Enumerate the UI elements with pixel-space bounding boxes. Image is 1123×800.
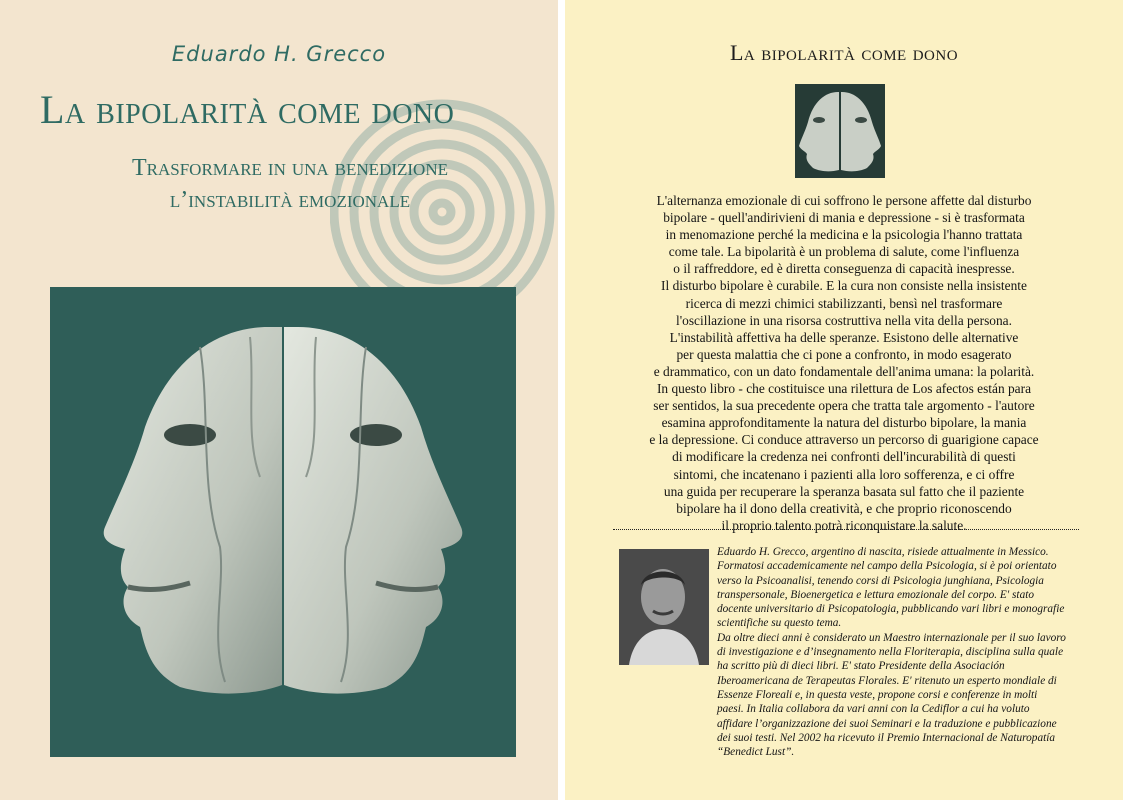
author-bio bbox=[717, 545, 1087, 759]
bio-line: Essenze Floreali e, in questa veste, propone corsi e conferenze in molti bbox=[717, 688, 1038, 701]
bio-line: transpersonale, Bioenergetica e lettura emozionale del corpo. E' stato bbox=[717, 588, 1035, 601]
author-photo bbox=[619, 549, 709, 665]
back-title: La bipolarità come dono bbox=[729, 40, 959, 65]
twin-faces-illustration bbox=[50, 287, 516, 757]
synopsis-line: bipolare - quell'andirivieni di mania e depressione - si è trasformata bbox=[663, 210, 1025, 226]
synopsis-line: L'instabilità affettiva ha delle speranze. Esistono delle alternative bbox=[669, 329, 1019, 345]
front-subtitle bbox=[70, 152, 510, 216]
bio-line: ha scritto più di dieci libri. E' stato Presidente della Asociación bbox=[717, 660, 1005, 673]
author-portrait bbox=[619, 549, 709, 665]
author-name: Eduardo H. Grecco bbox=[171, 42, 387, 66]
synopsis-line: di modificare la credenza nei confronti dell'incurabilità di questi bbox=[672, 449, 1016, 465]
bio-line: “Benedict Lust”. bbox=[717, 746, 795, 759]
synopsis-line: come tale. La bipolarità è un problema di salute, come l'influenza bbox=[668, 244, 1020, 260]
synopsis-line: e la depressione. Ci conduce attraverso un percorso di guarigione capace bbox=[649, 432, 1039, 448]
synopsis-line: sintomi, che incatenano i pazienti alla loro sofferenza, e ci offre bbox=[673, 466, 1015, 482]
bio-line: verso la Psicoanalisi, tenendo corsi di Psicologia junghiana, Psicologia bbox=[717, 574, 1044, 587]
bio-line: Da oltre dieci anni è considerato un Maestro internazionale per il suo lavoro bbox=[717, 631, 1066, 644]
front-cover bbox=[0, 0, 558, 800]
dotted-divider bbox=[613, 529, 1079, 530]
synopsis bbox=[605, 192, 1083, 534]
subtitle-line-1: Trasformare in una benedizione bbox=[132, 155, 448, 181]
synopsis-line: per questa malattia che ci pone a confronto, in modo esagerato bbox=[676, 346, 1012, 362]
cover-artwork bbox=[50, 287, 516, 757]
front-title: La bipolarità come dono bbox=[40, 87, 455, 132]
synopsis-line: il proprio talento potrà riconquistare la salute. bbox=[721, 517, 967, 533]
synopsis-line: o il raffreddore, ed è diretta conseguenza di capacità inespresse. bbox=[673, 261, 1015, 277]
bio-line: docente universitario di Psicopatologia, pubblicando vari libri e monografie bbox=[717, 603, 1065, 616]
bio-line: affidare l’organizzazione dei suoi Seminari e la traduzione e pubblicazione bbox=[717, 717, 1057, 730]
bio-line: Eduardo H. Grecco, argentino di nascita, risiede attualmente in Messico. bbox=[717, 546, 1049, 558]
subtitle-line-2: l’instabilità emozionale bbox=[169, 187, 411, 213]
bio-line: Formatosi accademicamente nel campo della Psicologia, si è poi orientato bbox=[717, 560, 1057, 573]
synopsis-line: e drammatico, con un dato fondamentale dell'anima umana: la polarità. bbox=[653, 363, 1035, 379]
synopsis-line: In questo libro - che costituisce una rilettura de Los afectos están para bbox=[656, 381, 1032, 397]
cover-thumbnail bbox=[795, 84, 885, 178]
bio-line: di investigazione e d’insegnamento nella Floriterapia, disciplina sulla quale bbox=[717, 646, 1064, 659]
back-cover bbox=[565, 0, 1123, 800]
synopsis-line: ricerca di mezzi chimici stabilizzanti, bensì nel trasformare bbox=[685, 295, 1003, 311]
synopsis-line: L'alternanza emozionale di cui soffrono le persone affette dal disturbo bbox=[656, 193, 1032, 208]
synopsis-line: esamina approfonditamente la natura del disturbo bipolare, la mania bbox=[661, 415, 1027, 431]
synopsis-line: in menomazione perché la medicina e la psicologia l'hanno trattata bbox=[665, 227, 1023, 243]
synopsis-line: bipolare ha il dono della creatività, e che proprio riconoscendo bbox=[676, 500, 1012, 516]
synopsis-line: l'oscillazione in una risorsa costruttiva nella vita della persona. bbox=[676, 312, 1012, 328]
bio-line: paesi. In Italia collabora da vari anni con la Cediflor a cui ha voluto bbox=[717, 703, 1030, 716]
synopsis-line: una guida per recuperare la speranza basata sul fatto che il paziente bbox=[663, 483, 1025, 499]
synopsis-line: ser sentidos, la sua precedente opera che tratta tale argomento - l'autore bbox=[653, 398, 1035, 414]
bio-line: scientifiche su questo tema. bbox=[717, 617, 842, 630]
twin-faces-thumbnail bbox=[795, 84, 885, 178]
synopsis-line: Il disturbo bipolare è curabile. E la cura non consiste nella insistente bbox=[661, 278, 1027, 294]
bio-line: Iberoamericana de Terapeutas Florales. E' ritenuto un esperto mondiale di bbox=[717, 674, 1057, 687]
bio-line: dei suoi testi. Nel 2002 ha ricevuto il Premio Internacional de Naturopatía bbox=[717, 731, 1056, 744]
